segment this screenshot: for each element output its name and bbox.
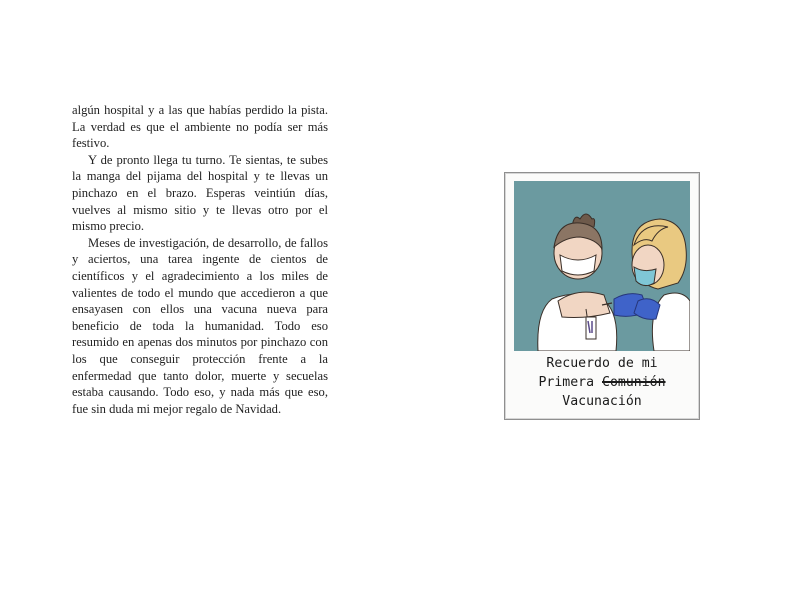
caption-prefix: Primera [538, 375, 602, 390]
illustration-svg [514, 181, 690, 351]
paragraph-1: algún hospital y a las que habías perdido la pista. La verdad es que el ambiente no podía ser más festivo. [72, 103, 328, 151]
paragraph-3: Meses de investigación, de desarrollo, de fallos y aciertos, una tarea ingente de cientos de científicos y el agradecimiento a los miles de valientes de todo el mundo que accedieron a que ensayasen con ellos una vacuna nueva para beneficio de toda la humanidad. Todo eso resumido en apenas dos minutos por pinchazo con los que conseguir protección frente a la enfermedad que tanto dolor, muerte y secuelas estaba causando. Todo eso, y nada más que eso, fue sin duda mi mejor regalo de Navidad. [72, 235, 328, 416]
polaroid-caption [505, 351, 699, 411]
caption-line-1: Recuerdo de mi [546, 356, 658, 371]
caption-struck-word: Comunión [602, 375, 666, 390]
caption-line-2 [505, 373, 699, 392]
paragraph-2: Y de pronto llega tu turno. Te sientas, te subes la manga del pijama del hospital y te llevas un pinchazo en el brazo. Esperas veintiún días, vuelves al mismo sitio y te llevas otro por el mismo precio. [72, 152, 328, 234]
polaroid-photo [504, 172, 700, 420]
body-text [72, 102, 328, 417]
caption-line-3: Vacunación [562, 394, 642, 409]
vaccination-illustration [514, 181, 690, 351]
